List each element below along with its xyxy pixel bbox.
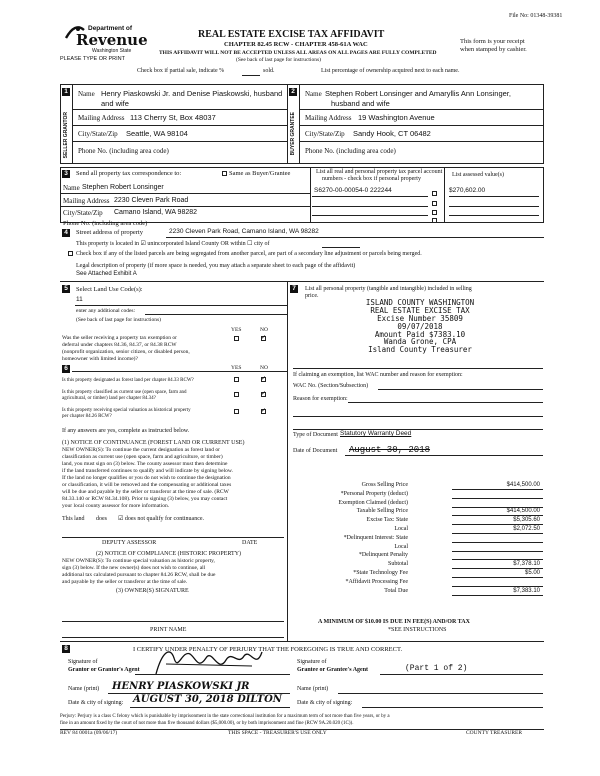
perjury-1: Perjury: Perjury is a class C felony which is punishable by imprisonment in the state correctional institution for a maximum term of not more than five years, or by a (60, 714, 390, 719)
current-use-yes-checkbox[interactable] (234, 392, 239, 397)
stamp-l2: REAL ESTATE EXCISE TAX (370, 305, 470, 315)
s5-see-back: (See back of last page for instructions) (76, 317, 161, 323)
s6-c6: (3) OWNER(S) SIGNATURE (116, 588, 189, 594)
tax-row-label: Local (394, 526, 408, 532)
tax-row-line (452, 542, 543, 543)
corr-city: Camano Island, WA 98282 (114, 209, 198, 216)
sig-grantor-1: Signature of (68, 659, 98, 665)
corr-phone-label: Phone No. (including area code) (63, 220, 148, 227)
deputy-date-label: DATE (242, 540, 258, 546)
rev-number: REV 84 0001a (09/06/17) (60, 730, 118, 736)
tax-row-line (452, 551, 543, 552)
buyer-mail: 19 Washington Avenue (358, 113, 435, 122)
parcel-number: S6270-00-00054-0 222244 (314, 187, 392, 194)
does-not-label: ☑ does not qualify for continuance. (118, 516, 205, 522)
tax-row-value: $7,383.10 (513, 587, 540, 594)
s7-l2: price. (305, 293, 319, 299)
legal-text: Legal description of property (if more space is needed, you may attach a separate sheet to each page of the affidavit) (76, 263, 356, 269)
seller-phone-label: Phone No. (including area code) (78, 147, 169, 155)
s6-n7: or classification, it will be removed and the compensating or additional taxes (62, 482, 232, 488)
tax-row-label: *Personal Property (deduct) (340, 490, 408, 497)
current-use-no-checkmark-icon: ✓ (261, 391, 267, 397)
s5-q1c: (nonprofit organization, senior citizen, or disabled person, (62, 349, 190, 355)
buyer-city-label: City/State/Zip (305, 130, 345, 138)
enter-codes-label: enter any additional codes: (76, 308, 136, 314)
section-4-number: 4 (62, 229, 70, 237)
s6-n1: (1) NOTICE OF CONTINUANCE (FOREST LAND OR CURRENT USE) (62, 440, 245, 446)
stamp-l6: Wanda Grone, CPA (383, 337, 457, 347)
seller-name-label: Name (78, 90, 95, 98)
treasurer-use: THIS SPACE - TREASURER'S USE ONLY (228, 730, 327, 736)
segregated-checkbox[interactable] (68, 251, 73, 256)
stamp-l3: Excise Number 35809 (377, 313, 463, 323)
grantor-date-city: AUGUST 30, 2018 DILTON (133, 694, 282, 705)
seller-city-label: City/State/Zip (78, 130, 118, 138)
agency-state: Washington State (92, 48, 132, 54)
treasurer-stamp (296, 299, 544, 354)
doc-date-label: Date of Document (293, 448, 338, 454)
buyer-city: Sandy Hook, CT 06482 (353, 129, 431, 138)
partial-sale-label: Check box if partial sale, indicate % (137, 68, 225, 74)
deputy-assessor-label: DEPUTY ASSESSOR (102, 540, 157, 546)
s6-q2a: Is this property classified as current use (open space, farm and (62, 390, 187, 395)
section-6-number: 6 (62, 365, 70, 373)
street-label: Street address of property (76, 229, 143, 236)
minimum-due: A MINIMUM OF $10.00 IS DUE IN FEE(S) AND/OR TAX (318, 619, 470, 625)
parcel-2-personal-checkbox[interactable] (432, 201, 437, 206)
s5-yes-header: YES (231, 327, 242, 333)
stamp-l1: ISLAND COUNTY WASHINGTON (365, 298, 475, 307)
wac-label: WAC No. (Section/Subsection) (293, 383, 369, 389)
date-city-label-b: Date & city of signing: (297, 700, 353, 706)
s6-yes-header: YES (231, 365, 242, 371)
part-label: (Part 1 of 2) (405, 664, 468, 673)
seller-name: Henry Piaskowski Jr. and Denise Piaskowski, husband (101, 89, 283, 98)
grantor-printed-name: HENRY PIASKOWSKI JR (112, 681, 250, 692)
legal-value: See Attached Exhibit A (76, 271, 137, 277)
s6-n9: 84.33.140 or RCW 84.34.108). Prior to signing (3) below, you may contact (62, 496, 228, 502)
list-pct-label: List percentage of ownership acquired next to each name. (321, 68, 460, 74)
name-print-label-b: Name (print) (297, 686, 329, 692)
receipt-note-2: when stamped by cashier. (460, 46, 527, 53)
buyer-name-2: husband and wife (331, 99, 390, 108)
section-8-number: 8 (62, 645, 70, 653)
s6-c4: additional tax calculated pursuant to chapter 84.26 RCW, shall be due (62, 572, 216, 578)
historic-no-checkmark-icon: ✓ (261, 408, 267, 414)
sig-grantee-1: Signature of (297, 659, 327, 665)
s6-n8: will be due and payable by the seller or transferor at the time of sale. (RCW (62, 489, 229, 495)
corr-mail: 2230 Cleven Park Road (114, 197, 189, 204)
section-1-number: 1 (62, 88, 70, 96)
assessed-header: List assessed value(s) (452, 172, 504, 178)
s6-q3a: Is this property receiving special valuation as historical property (62, 408, 191, 413)
tax-row-value: $414,500.00 (506, 482, 540, 488)
doc-type: Statutory Warranty Deed (340, 430, 412, 437)
s6-n5: if the land transferred continues to qualify and will indicate by signing below. (62, 468, 233, 474)
reason-label: Reason for exemption: (293, 396, 348, 402)
corr-name-label: Name (63, 184, 80, 192)
corr-mail-label: Mailing Address (63, 197, 110, 205)
claim-label: If claiming an exemption, list WAC number and reason for exemption: (293, 372, 463, 378)
tax-row-label: Exemption Claimed (deduct) (338, 499, 408, 506)
s5-q1d: homeowner with limited income)? (62, 356, 138, 362)
segregated-text: Check box if any of the listed parcels are being segregated from another parcel, are part of a secondary line adjustment or parcels being merged. (76, 251, 422, 257)
s6-n4: land, you must sign on (3) below. The county assessor must then determine (62, 461, 228, 467)
seller-city: Seattle, WA 98104 (126, 129, 188, 138)
corr-name: Stephen Robert Lonsinger (82, 184, 164, 191)
tax-row-label: Total Due (384, 587, 408, 594)
this-land-label: This land (62, 516, 85, 522)
s6-q2b: agricultural, or timber) land per chapter 84.34? (62, 396, 156, 401)
seller-mail: 113 Cherry St, Box 48037 (130, 113, 216, 122)
forest-no-checkmark-icon: ✓ (261, 376, 267, 382)
county-treasurer: COUNTY TREASURER (466, 730, 523, 736)
s5-yes-checkbox[interactable] (234, 336, 239, 341)
tax-row-label: Subtotal (387, 561, 408, 568)
corr-city-label: City/State/Zip (63, 209, 103, 217)
s6-c1: (2) NOTICE OF COMPLIANCE (HISTORIC PROPERTY) (96, 551, 242, 557)
file-number: File No: 01348-39381 (509, 13, 563, 19)
buyer-phone-label: Phone No. (including area code) (305, 147, 396, 155)
s6-c5: and payable by the seller or transferor at the time of sale. (62, 579, 188, 585)
buyer-name-label: Name (305, 90, 322, 98)
tax-row-value: $5,305.60 (513, 517, 540, 524)
parcel-1-personal-checkbox[interactable] (432, 191, 437, 196)
s7-l1: List all personal property (tangible and intangible) included in selling (305, 286, 472, 292)
located-text: This property is located in ☑ unincorporated Island County OR within ☐ city of (76, 241, 270, 247)
street-value: 2230 Cleven Park Road, Camano Island, WA 98282 (169, 228, 319, 235)
s6-c2: NEW OWNER(S): To continue special valuation as historic property, (62, 558, 215, 564)
tax-row-value: $5.00 (524, 570, 540, 576)
certify-text: I CERTIFY UNDER PENALTY OF PERJURY THAT THE FOREGOING IS TRUE AND CORRECT. (133, 646, 403, 653)
section-7-number: 7 (290, 285, 298, 293)
s6-q3b: per chapter 84.26 RCW? (62, 414, 112, 419)
sold-label: sold. (263, 68, 275, 74)
s6-q1: Is this property designated as forest land per chapter 84.33 RCW? (62, 378, 194, 383)
same-as-buyer-label: Same as Buyer/Grantee (229, 170, 291, 177)
parcel-3-personal-checkbox[interactable] (432, 210, 437, 215)
seller-mail-label: Mailing Address (78, 114, 125, 122)
tax-row-line (452, 533, 543, 534)
tax-row-label: Gross Selling Price (361, 482, 408, 488)
s6-ifany: If any answers are yes, complete as instructed below. (62, 428, 190, 434)
buyer-name: Stephen Robert Lonsinger and Amaryllis Ann Lonsinger, (325, 89, 511, 98)
section-2-number: 2 (289, 88, 297, 96)
tax-row-label: Local (394, 543, 408, 550)
tax-row-label: *Affidavit Processing Fee (345, 578, 408, 585)
forest-yes-checkbox[interactable] (234, 377, 239, 382)
s6-no-header: NO (260, 365, 268, 371)
tax-row-label: *Delinquent Penalty (358, 552, 408, 559)
doc-date: August 30, 2018 (349, 445, 431, 455)
please-type: PLEASE TYPE OR PRINT (60, 56, 126, 62)
form-warning: THIS AFFIDAVIT WILL NOT BE ACCEPTED UNLESS ALL AREAS ON ALL PAGES ARE FULLY COMPLETED (159, 50, 437, 56)
section-5-number: 5 (62, 285, 70, 293)
receipt-note-1: This form is your receipt (460, 38, 525, 45)
assessed-value: $270,602.00 (449, 187, 486, 194)
historic-yes-checkbox[interactable] (234, 409, 239, 414)
sig-grantor-2: Grantor or Grantor's Agent (68, 667, 140, 673)
corr-label: Send all property tax correspondence to: (76, 170, 182, 177)
perjury-2: fine in an amount fixed by the court of not more than five thousand dollars ($5,000.00), or by both imprisonment and fine (RCW 9A.20.020 (1C)). (60, 721, 354, 726)
tax-row-value: $414,500.00 (506, 508, 540, 515)
seller-side-label: SELLER GRANTOR (63, 112, 69, 159)
stamp-l5: Amount Paid $7383.10 (374, 329, 466, 339)
same-as-buyer-checkbox[interactable] (222, 171, 227, 176)
tax-row-line (452, 489, 543, 490)
s5-no-checkmark-icon: ✓ (261, 335, 267, 341)
stamp-l7: Island County Treasurer (368, 345, 472, 355)
doc-type-label: Type of Document (293, 432, 338, 438)
section-3-number: 3 (62, 170, 70, 178)
see-instructions: *SEE INSTRUCTIONS (388, 627, 447, 633)
sig-grantee-2: Grantee or Grantee's Agent (297, 667, 369, 673)
s5-q1a: Was the seller receiving a property tax exemption or (62, 335, 178, 341)
s6-c3: sign (3) below. If the new owner(s) does not wish to continue, all (62, 565, 206, 571)
name-print-label: Name (print) (68, 686, 100, 692)
buyer-side-label: BUYER GRANTEE (290, 112, 296, 156)
agency-name: Revenue (76, 31, 148, 49)
s6-n2: NEW OWNER(S): To continue the current designation as forest land or (62, 447, 220, 453)
parcels-header-2: numbers - check box if personal property (322, 176, 421, 182)
date-city-label: Date & city of signing: (68, 700, 124, 706)
form-subtitle: CHAPTER 82.45 RCW - CHAPTER 458-61A WAC (224, 41, 368, 48)
tax-row-line (452, 498, 543, 499)
s6-n3: classification as current use (open space, farm and agriculture, or timber) (62, 454, 223, 460)
does-label: does (96, 516, 107, 522)
see-back-note: (See back of last page for instructions) (236, 57, 321, 63)
tax-row-value: $7,378.10 (513, 561, 540, 568)
stamp-l4: 09/07/2018 (397, 321, 443, 331)
tax-row-value: $2,072.50 (513, 526, 540, 532)
form-title: REAL ESTATE EXCISE TAX AFFIDAVIT (198, 29, 385, 40)
tax-row-label: Taxable Selling Price (356, 508, 408, 515)
land-use-code: 11 (76, 296, 83, 303)
tax-row-label: Excise Tax: State (366, 517, 408, 524)
parcels-header-1: List all real and personal property tax parcel account (316, 169, 443, 175)
print-name-label: PRINT NAME (150, 627, 187, 633)
agency-line1: Department of (88, 25, 133, 32)
tax-row-label: *Delinquent Interest: State (343, 534, 408, 541)
tax-row-line (452, 595, 543, 596)
buyer-mail-label: Mailing Address (305, 114, 352, 122)
parcel-4-personal-checkbox[interactable] (432, 218, 437, 223)
land-use-label: Select Land Use Code(s): (76, 286, 143, 293)
s5-no-header: NO (260, 327, 268, 333)
s5-q1b: deferral under chapters 84.36, 84.37, or 84.38 RCW (62, 342, 177, 348)
seller-name-2: and wife (101, 99, 129, 108)
tax-row-line (452, 577, 543, 578)
tax-row-label: *State Technology Fee (353, 570, 408, 576)
s6-n10: your local county assessor for more information. (62, 503, 170, 509)
s6-n6: If the land no longer qualifies or you do not wish to continue the designation (62, 475, 231, 481)
